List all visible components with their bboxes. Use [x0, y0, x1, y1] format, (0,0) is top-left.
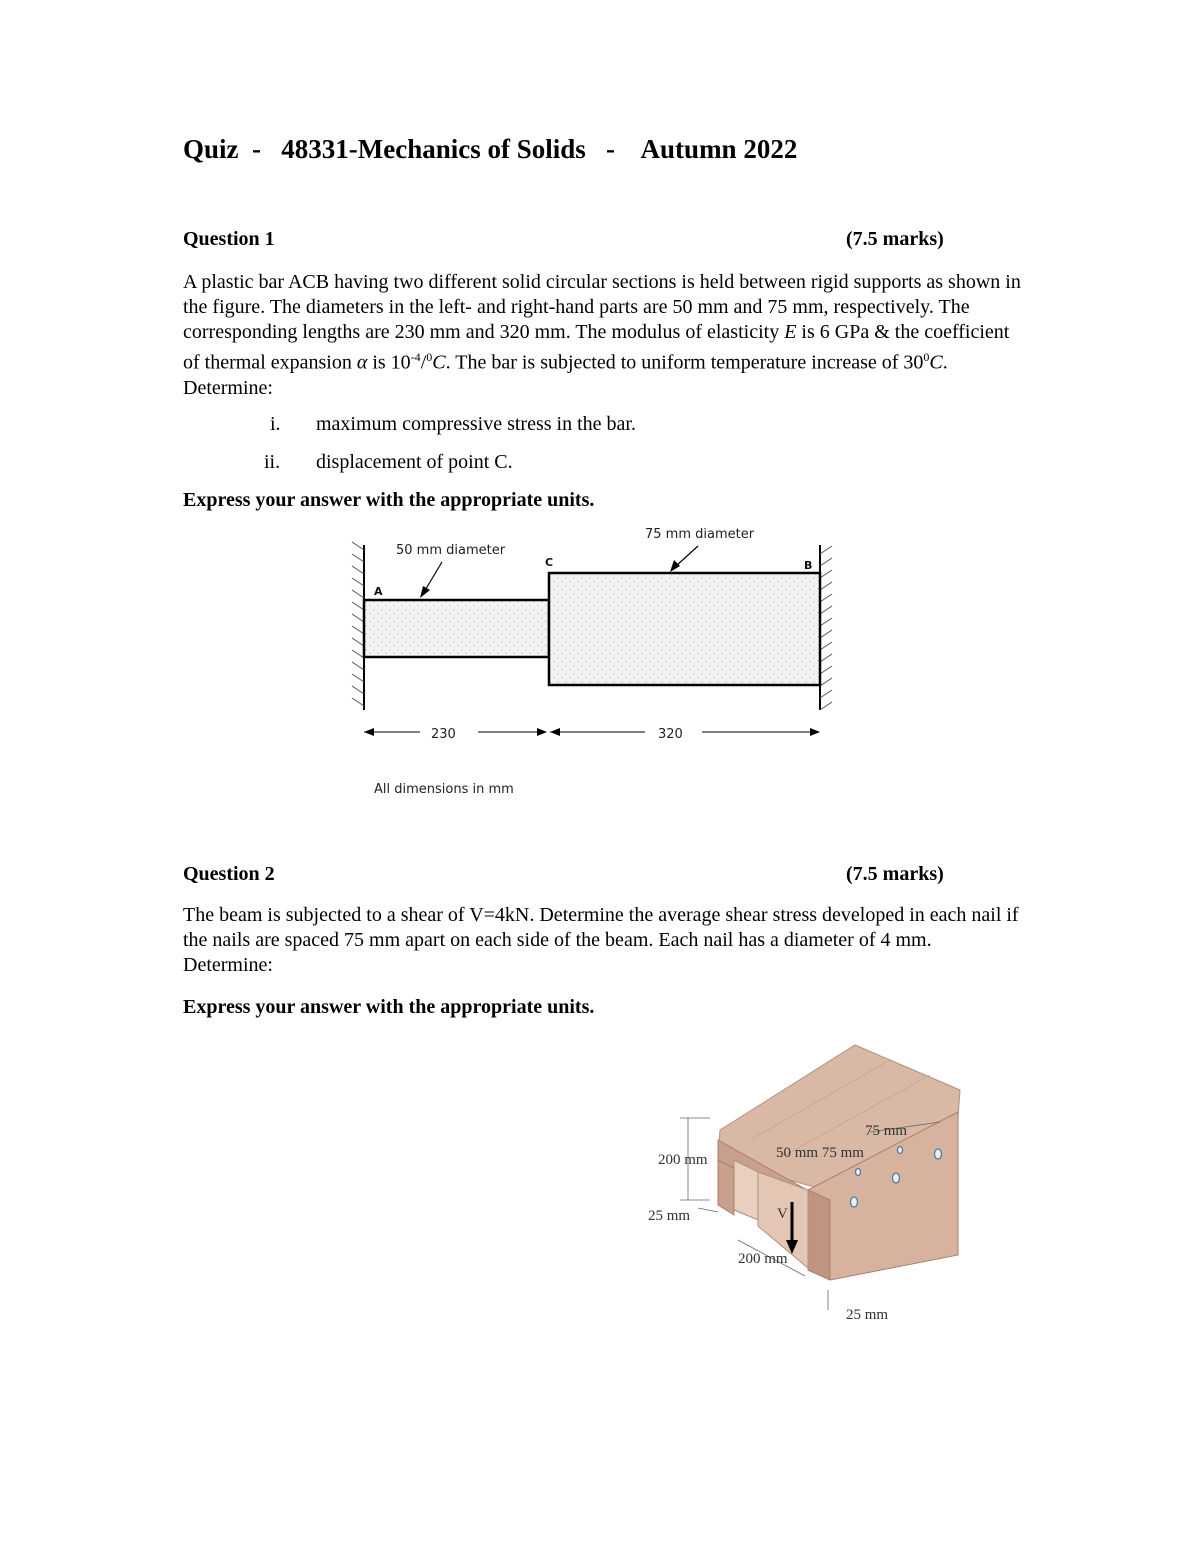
q2-marks: (7.5 marks) [846, 863, 944, 885]
dim-arrow-b [810, 728, 820, 736]
bar-segment-cb [549, 573, 820, 685]
q2-instruction: Express your answer with the appropriate units. [183, 996, 595, 1018]
q1-bar-figure [340, 520, 840, 810]
dim-arrow-c-left [537, 728, 547, 736]
label-75mm-diameter: 75 mm diameter [645, 527, 755, 542]
q2-heading: Question 2 [183, 863, 275, 885]
q2-beam-figure [640, 1040, 970, 1330]
q2-paragraph: The beam is subjected to a shear of V=4kN. Determine the average shear stress developed in each nail if the nails are spaced 75 mm apart on each side of the beam. Each nail has a diameter of 4 mm. Determine: [183, 904, 1019, 976]
q1-item-2-number: ii. [264, 451, 281, 473]
label-50mm-diameter: 50 mm diameter [396, 543, 506, 558]
nail [856, 1169, 861, 1176]
q1-item-2-text: displacement of point C. [316, 451, 513, 473]
q1-marks: (7.5 marks) [846, 228, 944, 250]
bar-segment-ac [364, 600, 549, 657]
point-b-label: B [804, 559, 813, 572]
dim-25mm-left: 25 mm [648, 1208, 691, 1224]
dimension-320: 320 [658, 727, 683, 742]
nail [898, 1147, 903, 1154]
nail [851, 1197, 858, 1207]
point-a-label: A [374, 585, 383, 598]
shear-v-label: V [777, 1206, 788, 1222]
q1-item-1-text: maximum compressive stress in the bar. [316, 413, 636, 435]
dim-arrow-a [364, 728, 374, 736]
dim-75mm-top: 75 mm [865, 1123, 908, 1139]
dim-25mm-bottom: 25 mm [846, 1307, 889, 1323]
q1-instruction: Express your answer with the appropriate units. [183, 489, 595, 511]
dim-200mm-height: 200 mm [658, 1152, 708, 1168]
left-wall [352, 542, 364, 710]
dimension-230: 230 [431, 727, 456, 742]
arrowhead-50mm [420, 586, 430, 598]
point-c-label: C [545, 556, 554, 569]
nail [893, 1173, 900, 1183]
dim-arrow-c-right [550, 728, 560, 736]
dim-200mm-width: 200 mm [738, 1251, 788, 1267]
leader-50mm [424, 562, 442, 592]
dim-50mm-75mm: 50 mm 75 mm [776, 1145, 864, 1161]
page-title: Quiz - 48331-Mechanics of Solids - Autumn 2022 [183, 134, 798, 164]
beam-right-web-edge [808, 1190, 830, 1280]
arrowhead-75mm [670, 560, 680, 572]
beam-left-web-end [718, 1160, 734, 1215]
q1-paragraph: A plastic bar ACB having two different solid circular sections is held between rigid supports as shown in the figure. The diameters in the left- and right-hand parts are 50 mm and 75 mm, respectively. The corresponding lengths are 230 mm and 320 mm. The modulus of elasticity E is 6 GPa & the coefficient of thermal expansion α is $10^{-4}/^0C$. The bar is subjected to uniform temperature increase of $30^0C$. Determine: [183, 271, 1021, 399]
right-wall [820, 545, 832, 710]
q1-item-1-number: i. [270, 413, 281, 435]
q1-heading: Question 1 [183, 228, 275, 250]
dimensions-note: All dimensions in mm [374, 782, 514, 797]
leader-75mm [676, 546, 698, 566]
nail [935, 1149, 942, 1159]
